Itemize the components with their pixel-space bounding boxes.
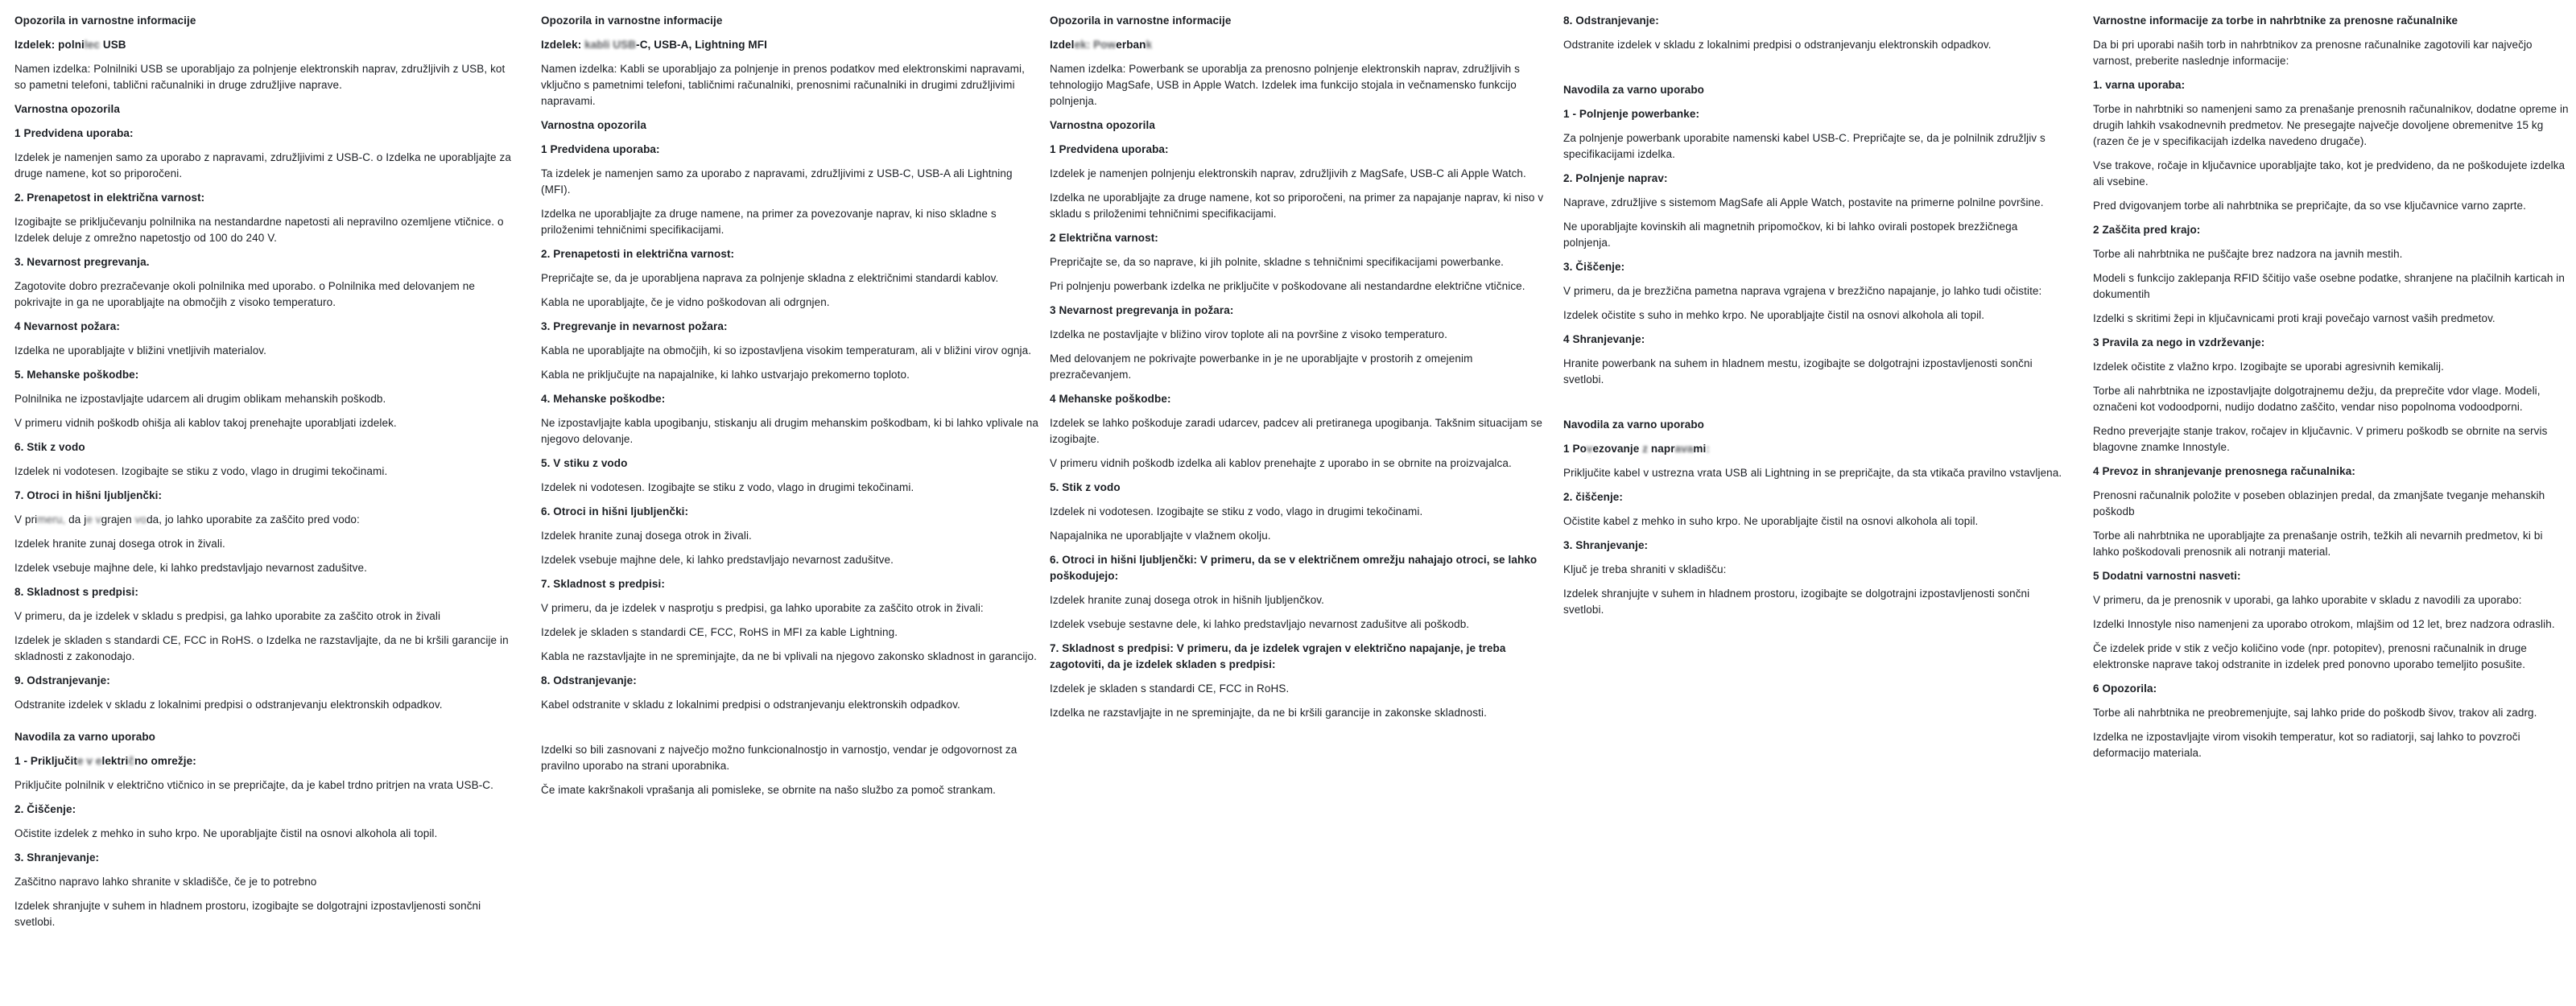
paragraph: Izdelek shranjujte v suhem in hladnem prostoru, izogibajte se dolgotrajni izpostavljenosti sončni svetlobi. xyxy=(1563,588,2030,616)
section-heading: Varnostna opozorila xyxy=(541,119,646,131)
section-heading: 6. Otroci in hišni ljubljenčki: V primeru, da se v električnem omrežju nahajajo otroci, se lahko poškodujejo: xyxy=(1050,554,1538,582)
paragraph: Ne uporabljajte kovinskih ali magnetnih pripomočkov, ki bi lahko ovirali postopek brezžičnega polnjenja. xyxy=(1563,221,2018,249)
paragraph: Če imate kakršnakoli vprašanja ali pomisleke, se obrnite na našo službo za pomoč strankam. xyxy=(541,784,997,796)
text-fragment: lektri xyxy=(101,755,129,767)
paragraph: Priključite polnilnik v električno vtičnico in se prepričajte, da je kabel trdno pritrjen na vrata USB-C. xyxy=(14,779,494,791)
text-fragment: USB xyxy=(100,39,126,51)
document-title: Opozorila in varnostne informacije xyxy=(541,14,723,27)
smudged-text: kabli USB xyxy=(584,39,637,51)
section-heading: 6. Otroci in hišni ljubljenčki: xyxy=(541,505,689,517)
smudged-text: z xyxy=(1642,443,1649,455)
smudged-text: e v xyxy=(86,513,101,526)
paragraph: Za polnjenje powerbank uporabite namenski kabel USB-C. Prepričajte se, da je polnilnik združljiv s specifikacijami izdelka. xyxy=(1563,132,2046,160)
section-heading: 7. Skladnost s predpisi: xyxy=(541,578,665,590)
section-heading: 3. Nevarnost pregrevanja. xyxy=(14,256,150,268)
section-heading: 7. Skladnost s predpisi: V primeru, da je izdelek vgrajen v električno napajanje, je treba zagotoviti, da je izdelek skladen s predpisi: xyxy=(1050,642,1506,670)
text-fragment: da j xyxy=(65,513,87,526)
section-heading: 4 Mehanske poškodbe: xyxy=(1050,393,1171,405)
text-fragment: Izdelek: polni xyxy=(14,39,85,51)
paragraph: Izdelki so bili zasnovani z največjo možno funkcionalnostjo in varnostjo, vendar je odgovornost za pravilno uporabo na strani uporabnika. xyxy=(541,744,1018,772)
section-heading: Navodila za varno uporabo xyxy=(14,731,156,743)
paragraph: Med delovanjem ne pokrivajte powerbanke in je ne uporabljajte v prostorih z omejenim prezračevanjem. xyxy=(1050,353,1473,381)
section-heading: 2. Prenapetosti in električna varnost: xyxy=(541,248,735,260)
paragraph: Izdelka ne uporabljajte v bližini vnetljivih materialov. xyxy=(14,344,267,357)
paragraph xyxy=(14,512,514,528)
paragraph: Izdelka ne izpostavljajte virom visokih temperatur, kot so radiatorji, saj lahko to povzroči deformacijo materiala. xyxy=(2093,731,2520,759)
section-heading: Navodila za varno uporabo xyxy=(1563,84,1705,96)
paragraph: Kabla ne uporabljajte, če je vidno poškodovan ali odrgnjen. xyxy=(541,296,830,308)
smudged-text: lec xyxy=(84,39,100,51)
text-fragment: V pri xyxy=(14,513,38,526)
paragraph: Izdelki s skritimi žepi in ključavnicami proti kraji povečajo varnost vaših predmetov. xyxy=(2093,312,2496,324)
spacer xyxy=(1563,396,2062,417)
paragraph: Torbe ali nahrbtnika ne puščajte brez nadzora na javnih mestih. xyxy=(2093,248,2403,260)
paragraph: V primeru, da je prenosnik v uporabi, ga lahko uporabite v skladu z navodili za uporabo: xyxy=(2093,594,2522,606)
section-heading: 4 Prevoz in shranjevanje prenosnega računalnika: xyxy=(2093,465,2355,477)
paragraph: Izdelek očistite z vlažno krpo. Izogibajte se uporabi agresivnih kemikalij. xyxy=(2093,361,2444,373)
paragraph: Torbe in nahrbtniki so namenjeni samo za prenašanje prenosnih računalnikov, dodatne opreme in drugih lahkih vsakodnevnih predmetov. Ne presegajte največje dovoljene obremenitve 15 kg (razen če je v specifikacijah izdelka navedeno drugače). xyxy=(2093,103,2569,147)
section-heading: 8. Odstranjevanje: xyxy=(541,674,637,686)
smudged-text: ava xyxy=(1674,443,1694,455)
text-fragment: Izdelek: xyxy=(541,39,585,51)
text-fragment: grajen xyxy=(101,513,132,526)
smudged-text: e v e xyxy=(76,755,102,767)
section-heading: 4 Nevarnost požara: xyxy=(14,320,120,332)
section-heading: Navodila za varno uporabo xyxy=(1563,418,1705,431)
section-heading: 3. Pregrevanje in nevarnost požara: xyxy=(541,320,728,332)
section-heading: 3. Shranjevanje: xyxy=(1563,539,1649,551)
section-heading: 4. Mehanske poškodbe: xyxy=(541,393,666,405)
paragraph: Izdelek hranite zunaj dosega otrok in živali. xyxy=(14,538,225,550)
paragraph: Izdelek vsebuje majhne dele, ki lahko predstavljajo nevarnost zadušitve. xyxy=(14,562,367,574)
paragraph: Izdelka ne razstavljajte in ne spreminjajte, da ne bi kršili garancije in zakonske skladnosti. xyxy=(1050,707,1487,719)
column-kabli xyxy=(541,13,1040,806)
column-powerbank-navodila xyxy=(1563,13,2062,626)
paragraph: Izdelka ne uporabljajte za druge namene, na primer za povezovanje naprav, ki niso skladne s priloženimi tehničnimi specifikacijami. xyxy=(541,208,997,236)
smudged-text: meru, xyxy=(37,513,66,526)
paragraph: Namen izdelka: Kabli se uporabljajo za polnjenje in prenos podatkov med elektronskimi napravami, vključno s pametnimi telefoni, tabličnimi računalniki, prenosnimi računalniki in drugimi združljivimi napravami. xyxy=(541,63,1025,107)
section-heading: 2. Čiščenje: xyxy=(14,803,76,815)
text-fragment: ezovanje xyxy=(1592,443,1643,455)
paragraph: Izdelek shranjujte v suhem in hladnem prostoru, izogibajte se dolgotrajni izpostavljenosti sončni svetlobi. xyxy=(14,900,481,928)
paragraph: Očistite izdelek z mehko in suho krpo. Ne uporabljajte čistil na osnovi alkohola ali topil. xyxy=(14,827,438,839)
section-heading: 3 Pravila za nego in vzdrževanje: xyxy=(2093,336,2265,348)
document-title: Varnostne informacije za torbe in nahrbtnike za prenosne računalnike xyxy=(2093,14,2458,27)
smudged-text: v xyxy=(1586,443,1593,455)
paragraph: Torbe ali nahrbtnika ne uporabljajte za prenašanje ostrih, težkih ali nevarnih predmetov, ki bi lahko poškodovali prenosnik ali notranji material. xyxy=(2093,530,2543,558)
text-fragment: 1 - Priključit xyxy=(14,755,77,767)
paragraph: Pri polnjenju powerbank izdelka ne priključite v poškodovane ali nestandardne električne vtičnice. xyxy=(1050,280,1525,292)
paragraph: Hranite powerbank na suhem in hladnem mestu, izogibajte se dolgotrajni izpostavljenosti sončni svetlobi. xyxy=(1563,357,2033,385)
paragraph: Torbe ali nahrbtnika ne preobremenjujte, saj lahko pride do poškodb šivov, trakov ali zadrg. xyxy=(2093,707,2537,719)
paragraph: Redno preverjajte stanje trakov, ročajev in ključavnic. V primeru poškodb se obrnite na servis blagovne znamke Innostyle. xyxy=(2093,425,2548,453)
section-heading: 9. Odstranjevanje: xyxy=(14,674,110,686)
paragraph: Odstranite izdelek v skladu z lokalnimi predpisi o odstranjevanju elektronskih odpadkov. xyxy=(14,699,443,711)
paragraph: Torbe ali nahrbtnika ne izpostavljajte dolgotrajnemu dežju, da preprečite vdor vlage. Modeli, označeni kot vodoodporni, nudijo dodatno zaščito, vendar niso popolnoma vodoodporni. xyxy=(2093,385,2541,413)
paragraph: Ne izpostavljajte kabla upogibanju, stiskanju ali drugim mehanskim poškodbam, ki bi lahko vplivale na njegovo delovanje. xyxy=(541,417,1038,445)
paragraph: Izdelka ne postavljajte v bližino virov toplote ali na površine z visoko temperaturo. xyxy=(1050,328,1447,340)
paragraph: V primeru, da je izdelek v skladu s predpisi, ga lahko uporabite za zaščito otrok in živali xyxy=(14,610,441,622)
section-heading: Varnostna opozorila xyxy=(14,103,120,115)
section-heading: 5. Stik z vodo xyxy=(1050,481,1121,493)
section-heading: 6 Opozorila: xyxy=(2093,682,2157,695)
paragraph: Kabel odstranite v skladu z lokalnimi predpisi o odstranjevanju elektronskih odpadkov. xyxy=(541,699,960,711)
section-heading: 8. Odstranjevanje: xyxy=(1563,14,1659,27)
section-heading xyxy=(1050,37,1549,53)
paragraph: Vse trakove, ročaje in ključavnice uporabljajte tako, kot je predvideno, da ne poškodujete izdelka ali vsebine. xyxy=(2093,159,2566,188)
paragraph: V primeru, da je brezžična pametna naprava vgrajena v brezžično napajanje, jo lahko tudi očistite: xyxy=(1563,285,2042,297)
paragraph: Izdelek se lahko poškoduje zaradi udarcev, padcev ali pretiranega upogibanja. Takšnim situacijam se izogibajte. xyxy=(1050,417,1543,445)
paragraph: Polnilnika ne izpostavljajte udarcem ali drugim oblikam mehanskih poškodb. xyxy=(14,393,386,405)
paragraph: Izdelki Innostyle niso namenjeni za uporabo otrokom, mlajšim od 12 let, brez nadzora odraslih. xyxy=(2093,618,2555,630)
paragraph: Izdelek vsebuje sestavne dele, ki lahko predstavljajo nevarnost zadušitve ali poškodb. xyxy=(1050,618,1470,630)
document-title: Opozorila in varnostne informacije xyxy=(14,14,196,27)
smudged-text: vo xyxy=(131,513,147,526)
smudged-text: : xyxy=(1706,443,1710,455)
paragraph: Pred dvigovanjem torbe ali nahrbtnika se prepričajte, da so vse ključavnice varno zaprte. xyxy=(2093,200,2526,212)
section-heading: 2 Zaščita pred krajo: xyxy=(2093,224,2201,236)
document-title: Opozorila in varnostne informacije xyxy=(1050,14,1232,27)
section-heading: 3. Shranjevanje: xyxy=(14,851,100,864)
smudged-text: k xyxy=(1146,39,1153,51)
smudged-text: č xyxy=(128,755,134,767)
column-polnilnik-usb xyxy=(14,13,514,938)
section-heading: 8. Skladnost s predpisi: xyxy=(14,586,138,598)
section-heading: 2 Električna varnost: xyxy=(1050,232,1158,244)
section-heading: 3 Nevarnost pregrevanja in požara: xyxy=(1050,304,1234,316)
paragraph: V primeru vidnih poškodb izdelka ali kablov prenehajte z uporabo in se obrnite na proizvajalca. xyxy=(1050,457,1512,469)
section-heading: 7. Otroci in hišni ljubljenčki: xyxy=(14,489,163,501)
spacer xyxy=(541,721,1040,742)
section-heading: 5. Mehanske poškodbe: xyxy=(14,369,139,381)
section-heading xyxy=(14,37,514,53)
column-torbe-nahrbtniki xyxy=(2093,13,2570,769)
section-heading xyxy=(1563,441,2062,457)
section-heading: 5 Dodatni varnostni nasveti: xyxy=(2093,570,2241,582)
paragraph: Izdelek ni vodotesen. Izogibajte se stiku z vodo, vlago in drugimi tekočinami. xyxy=(14,465,388,477)
section-heading: 2. Polnjenje naprav: xyxy=(1563,172,1668,184)
section-heading: 6. Stik z vodo xyxy=(14,441,85,453)
paragraph: Izdelek hranite zunaj dosega otrok in hišnih ljubljenčkov. xyxy=(1050,594,1324,606)
section-heading: 2. čiščenje: xyxy=(1563,491,1623,503)
smudged-text: ek: Pow xyxy=(1074,39,1117,51)
paragraph: Namen izdelka: Polnilniki USB se uporabljajo za polnjenje elektronskih naprav, združljivih z USB, kot so pametni telefoni, tablični računalniki in druge združljive naprave. xyxy=(14,63,506,91)
paragraph: Napajalnika ne uporabljajte v vlažnem okolju. xyxy=(1050,530,1271,542)
text-fragment: mi xyxy=(1693,443,1707,455)
section-heading xyxy=(14,753,514,769)
text-fragment: erban xyxy=(1116,39,1146,51)
paragraph: Izogibajte se priključevanju polnilnika na nestandardne napetosti ali nepravilno ozemljene vtičnice. o Izdelek deluje z omrežno napetostjo od 100 do 240 V. xyxy=(14,216,504,244)
text-fragment: -C, USB-A, Lightning MFI xyxy=(636,39,767,51)
text-fragment: Izdel xyxy=(1050,39,1075,51)
paragraph: Prepričajte se, da so naprave, ki jih polnite, skladne s tehničnimi specifikacijami powerbanke. xyxy=(1050,256,1505,268)
paragraph: Izdelek vsebuje majhne dele, ki lahko predstavljajo nevarnost zadušitve. xyxy=(541,554,894,566)
paragraph: Izdelek je namenjen polnjenju elektronskih naprav, združljivih z MagSafe, USB-C ali Apple Watch. xyxy=(1050,167,1526,179)
paragraph: Namen izdelka: Powerbank se uporablja za prenosno polnjenje elektronskih naprav, združljivih s tehnologijo MagSafe, USB in Apple Watch. Izdelek ima funkcijo stojala in večnamensko funkcijo polnjenja. xyxy=(1050,63,1520,107)
paragraph: Kabla ne uporabljajte na območjih, ki so izpostavljena visokim temperaturam, ali v bližini virov ognja. xyxy=(541,344,1032,357)
section-heading: 4 Shranjevanje: xyxy=(1563,333,1645,345)
text-fragment: da, jo lahko uporabite za zaščito pred vodo: xyxy=(147,513,360,526)
section-heading: Varnostna opozorila xyxy=(1050,119,1155,131)
column-powerbank xyxy=(1050,13,1549,729)
paragraph: Kabla ne razstavljajte in ne spreminjajte, da ne bi vplivali na njegovo zakonsko skladnost in garancijo. xyxy=(541,650,1038,662)
paragraph: Da bi pri uporabi naših torb in nahrbtnikov za prenosne računalnike zagotovili kar največjo varnost, preberite naslednje informacije: xyxy=(2093,39,2533,67)
spacer xyxy=(1563,61,2062,82)
spacer xyxy=(14,721,514,729)
paragraph: Izdelek je namenjen samo za uporabo z napravami, združljivimi z USB-C. o Izdelka ne uporabljajte za druge namene, kot so priporočeni. xyxy=(14,151,511,179)
paragraph: Očistite kabel z mehko in suho krpo. Ne uporabljajte čistil na osnovi alkohola ali topil. xyxy=(1563,515,1979,527)
text-fragment: 1 Po xyxy=(1563,443,1587,455)
paragraph: Izdelek je skladen s standardi CE, FCC in RoHS. xyxy=(1050,682,1290,695)
paragraph: Izdelek hranite zunaj dosega otrok in živali. xyxy=(541,530,752,542)
section-heading: 1 Predvidena uporaba: xyxy=(1050,143,1169,155)
section-heading xyxy=(541,37,1040,53)
text-fragment: no omrežje: xyxy=(134,755,196,767)
paragraph: Izdelka ne uporabljajte za druge namene, kot so priporočeni, na primer za napajanje naprav, ki niso v skladu s priloženimi tehničnimi specifikacijami. xyxy=(1050,192,1544,220)
paragraph: Prepričajte se, da je uporabljena naprava za polnjenje skladna z električnimi standardi kablov. xyxy=(541,272,999,284)
section-heading: 1 Predvidena uporaba: xyxy=(541,143,660,155)
paragraph: Izdelek ni vodotesen. Izogibajte se stiku z vodo, vlago in drugimi tekočinami. xyxy=(1050,505,1423,517)
paragraph: Priključite kabel v ustrezna vrata USB ali Lightning in se prepričajte, da sta vtikača pravilno vstavljena. xyxy=(1563,467,2062,479)
section-heading: 1 Predvidena uporaba: xyxy=(14,127,134,139)
paragraph: Prenosni računalnik položite v poseben oblazinjen predal, da zmanjšate tveganje mehanskih poškodb xyxy=(2093,489,2545,517)
paragraph: Če izdelek pride v stik z večjo količino vode (npr. potopitev), prenosni računalnik in druge elektronske naprave takoj odstranite in izdelek pred ponovno uporabo temeljito posušite. xyxy=(2093,642,2527,670)
section-heading: 1. varna uporaba: xyxy=(2093,79,2186,91)
paragraph: Zaščitno napravo lahko shranite v skladišče, če je to potrebno xyxy=(14,876,317,888)
paragraph: Izdelek je skladen s standardi CE, FCC, RoHS in MFI za kable Lightning. xyxy=(541,626,898,638)
paragraph: Kabla ne priključujte na napajalnike, ki lahko ustvarjajo prekomerno toploto. xyxy=(541,369,910,381)
paragraph: Izdelek je skladen s standardi CE, FCC in RoHS. o Izdelka ne razstavljajte, da ne bi kršili garancije in skladnosti z zakonodajo. xyxy=(14,634,509,662)
paragraph: Izdelek ni vodotesen. Izogibajte se stiku z vodo, vlago in drugimi tekočinami. xyxy=(541,481,914,493)
paragraph: Modeli s funkcijo zaklepanja RFID ščitijo vaše osebne podatke, shranjene na plačilnih karticah in dokumentih xyxy=(2093,272,2566,300)
paragraph: V primeru vidnih poškodb ohišja ali kablov takoj prenehajte uporabljati izdelek. xyxy=(14,417,397,429)
section-heading: 5. V stiku z vodo xyxy=(541,457,628,469)
paragraph: Naprave, združljive s sistemom MagSafe ali Apple Watch, postavite na primerne polnilne površine. xyxy=(1563,196,2044,208)
paragraph: Izdelek očistite s suho in mehko krpo. Ne uporabljajte čistil na osnovi alkohola ali topil. xyxy=(1563,309,1985,321)
section-heading: 2. Prenapetost in električna varnost: xyxy=(14,192,205,204)
text-fragment: napr xyxy=(1648,443,1675,455)
section-heading: 1 - Polnjenje powerbanke: xyxy=(1563,108,1700,120)
paragraph: Ta izdelek je namenjen samo za uporabo z napravami, združljivimi z USB-C, USB-A ali Lightning (MFI). xyxy=(541,167,1013,196)
paragraph: V primeru, da je izdelek v nasprotju s predpisi, ga lahko uporabite za zaščito otrok in živali: xyxy=(541,602,984,614)
paragraph: Ključ je treba shraniti v skladišču: xyxy=(1563,563,1727,575)
section-heading: 3. Čiščenje: xyxy=(1563,261,1625,273)
paragraph: Zagotovite dobro prezračevanje okoli polnilnika med uporabo. o Polnilnika med delovanjem ne pokrivajte in ga ne uporabljajte na območjih z visoko temperaturo. xyxy=(14,280,475,308)
paragraph: Odstranite izdelek v skladu z lokalnimi predpisi o odstranjevanju elektronskih odpadkov. xyxy=(1563,39,1992,51)
